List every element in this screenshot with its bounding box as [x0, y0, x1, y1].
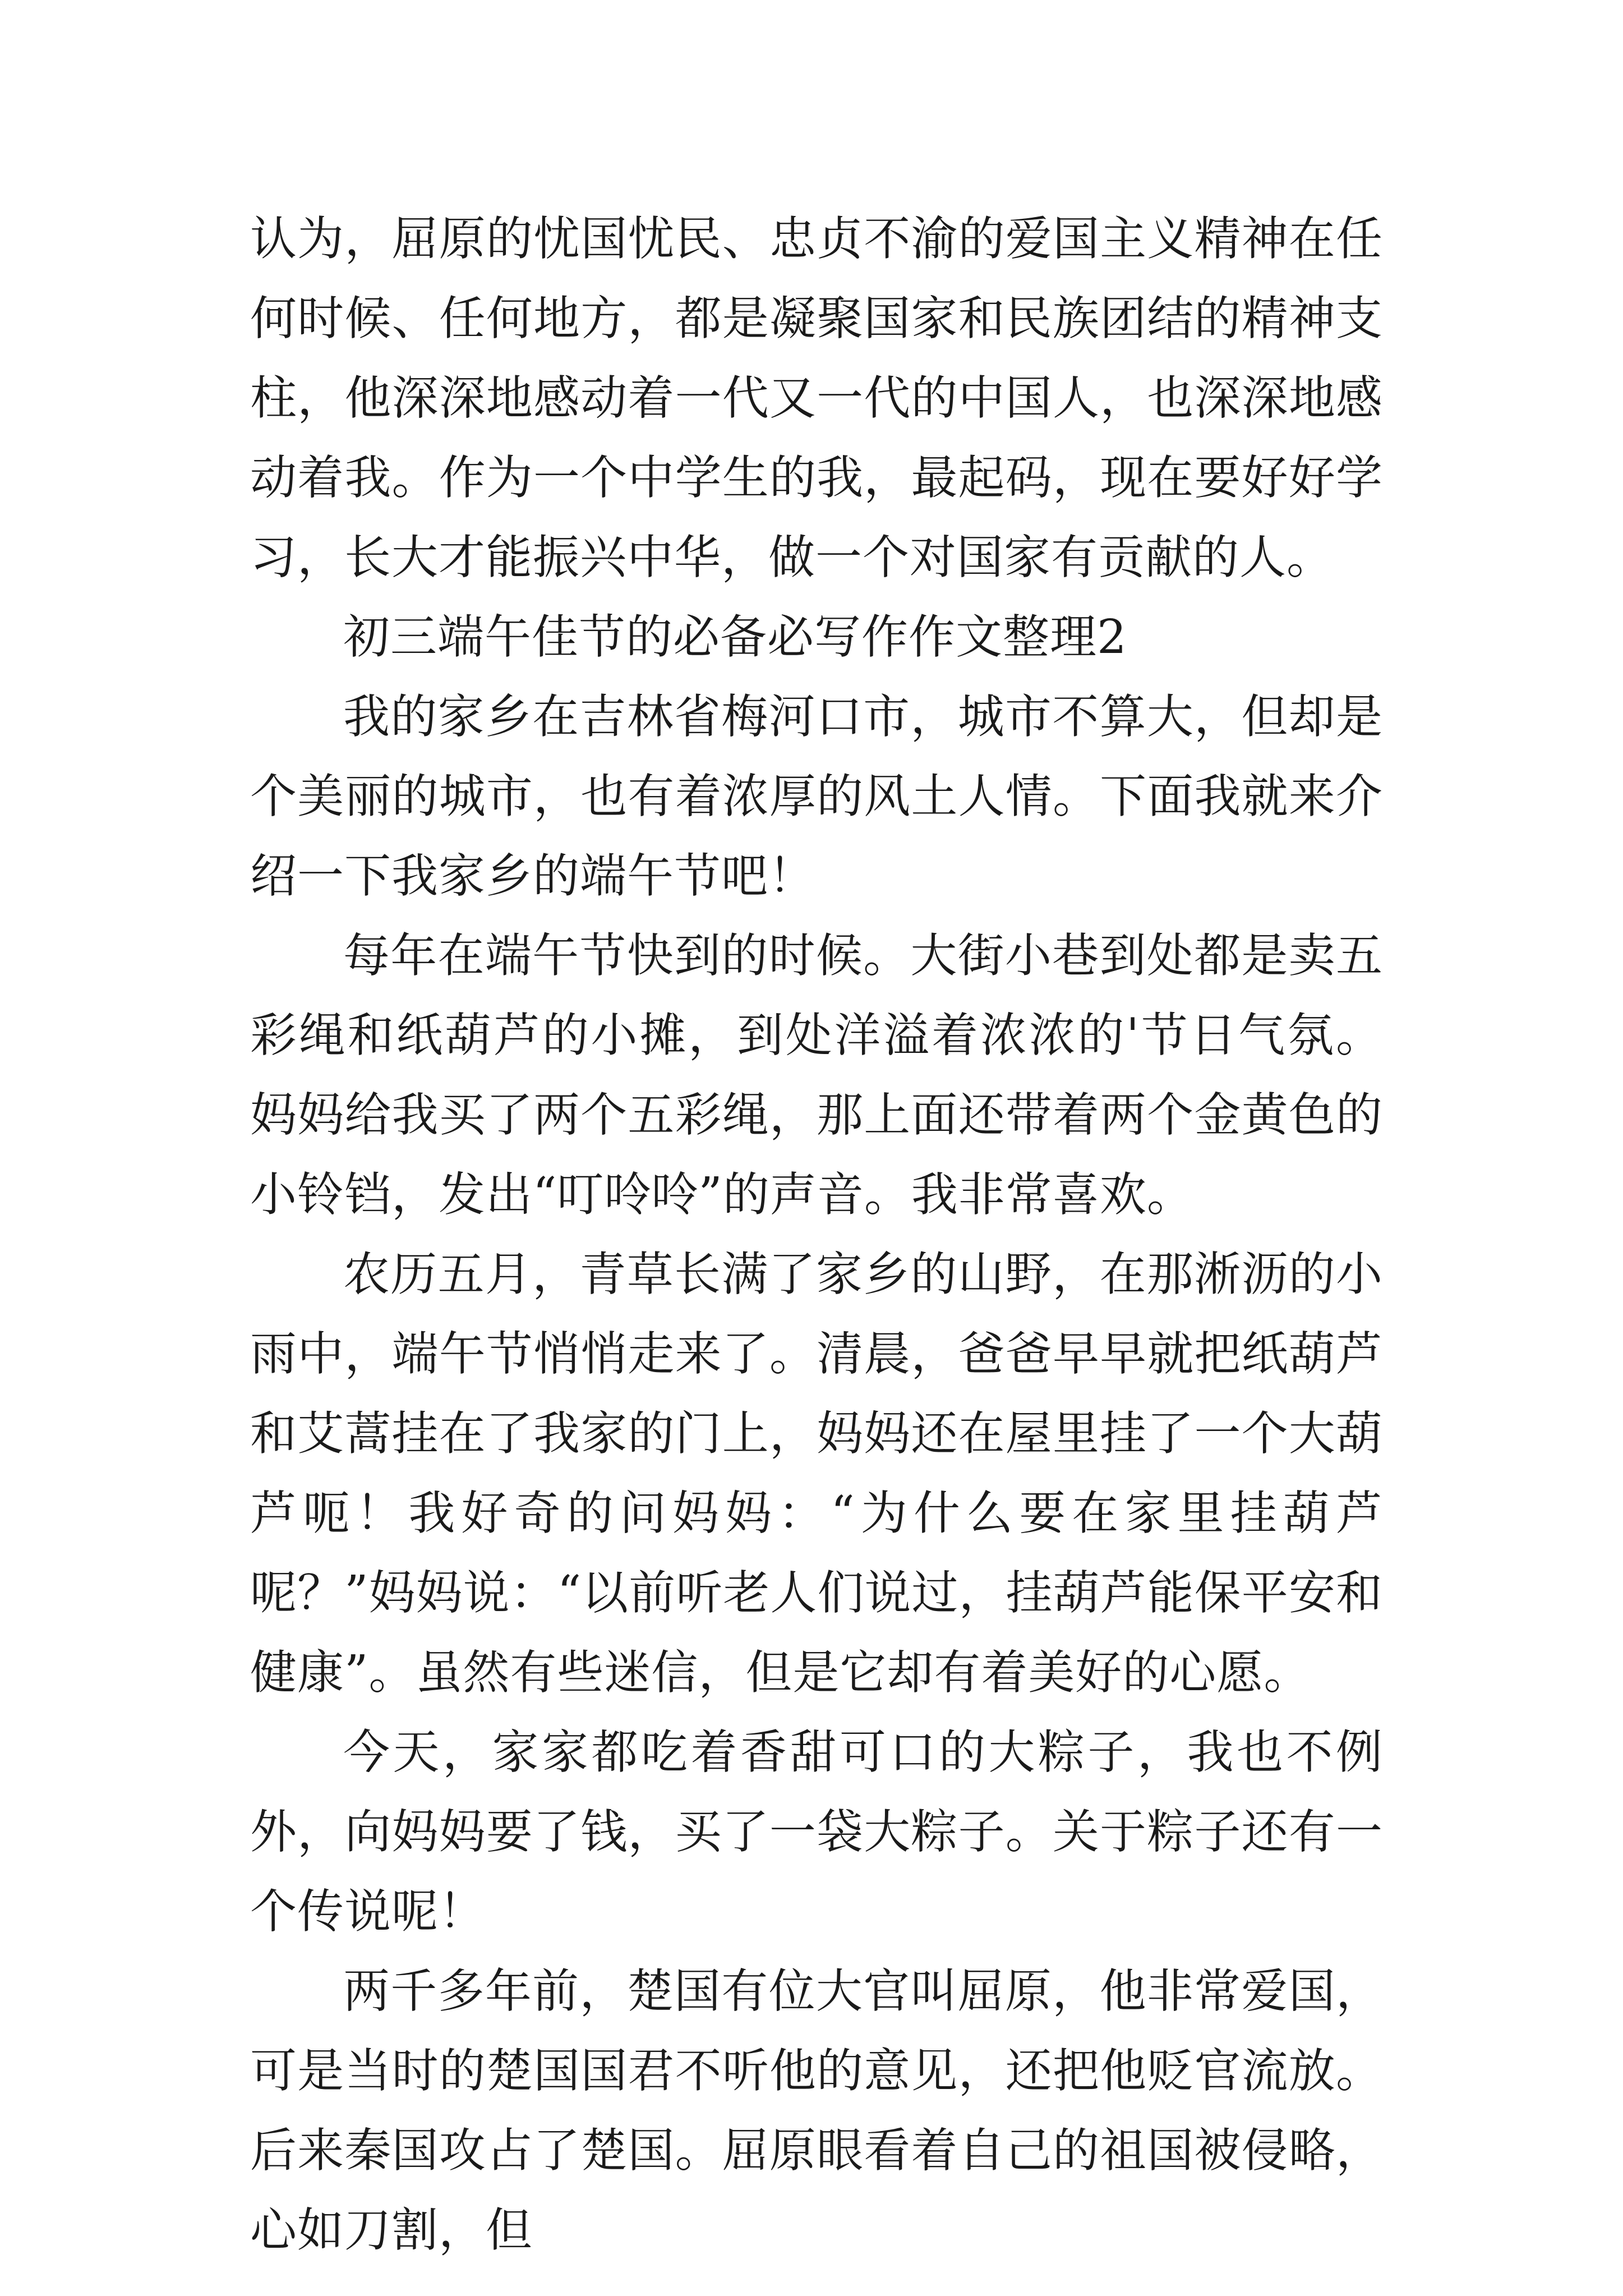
paragraph-gourd: 农历五月，青草长满了家乡的山野，在那淅沥的小雨中，端午节悄悄走来了。清晨，爸爸早早就把纸葫芦和艾蒿挂在了我家的门上，妈妈还在屋里挂了一个大葫芦呃！我好奇的问妈妈：“为什么要在家里挂葫芦呢？”妈妈说：“以前听老人们说过，挂葫芦能保平安和健康”。虽然有些迷信，但是它却有着美好的心愿。	[250, 1247, 1383, 1700]
paragraph-legend: 两千多年前，楚国有位大官叫屈原，他非常爱国，可是当时的楚国国君不听他的意见，还把他贬官流放。后来秦国攻占了楚国。屈原眼看着自己的祖国被侵略，心如刀割，但	[250, 1964, 1383, 2257]
paragraph-intro-conclusion: 认为，屈原的忧国忧民、忠贞不渝的爱国主义精神在任何时候、任何地方，都是凝聚国家和民族团结的精神支柱，他深深地感动着一代又一代的中国人，也深深地感动着我。作为一个中学生的我，最起码，现在要好好学习，长大才能振兴中华，做一个对国家有贡献的人。	[250, 211, 1383, 585]
essay-title: 初三端午佳节的必备必写作作文整理2	[343, 610, 1127, 664]
document-body	[250, 199, 1383, 2270]
paragraph-hometown: 我的家乡在吉林省梅河口市，城市不算大，但却是个美丽的城市，也有着浓厚的风土人情。下面我就来介绍一下我家乡的端午节吧！	[250, 689, 1383, 903]
paragraph-zongzi: 今天，家家都吃着香甜可口的大粽子，我也不例外，向妈妈要了钱，买了一袋大粽子。关于粽子还有一个传说呢！	[250, 1725, 1383, 1939]
paragraph-five-color-rope: 每年在端午节快到的时候。大街小巷到处都是卖五彩绳和纸葫芦的小摊，到处洋溢着浓浓的'节日气氛。妈妈给我买了两个五彩绳，那上面还带着两个金黄色的小铃铛，发出“叮呤呤”的声音。我非常喜欢。	[250, 928, 1383, 1222]
